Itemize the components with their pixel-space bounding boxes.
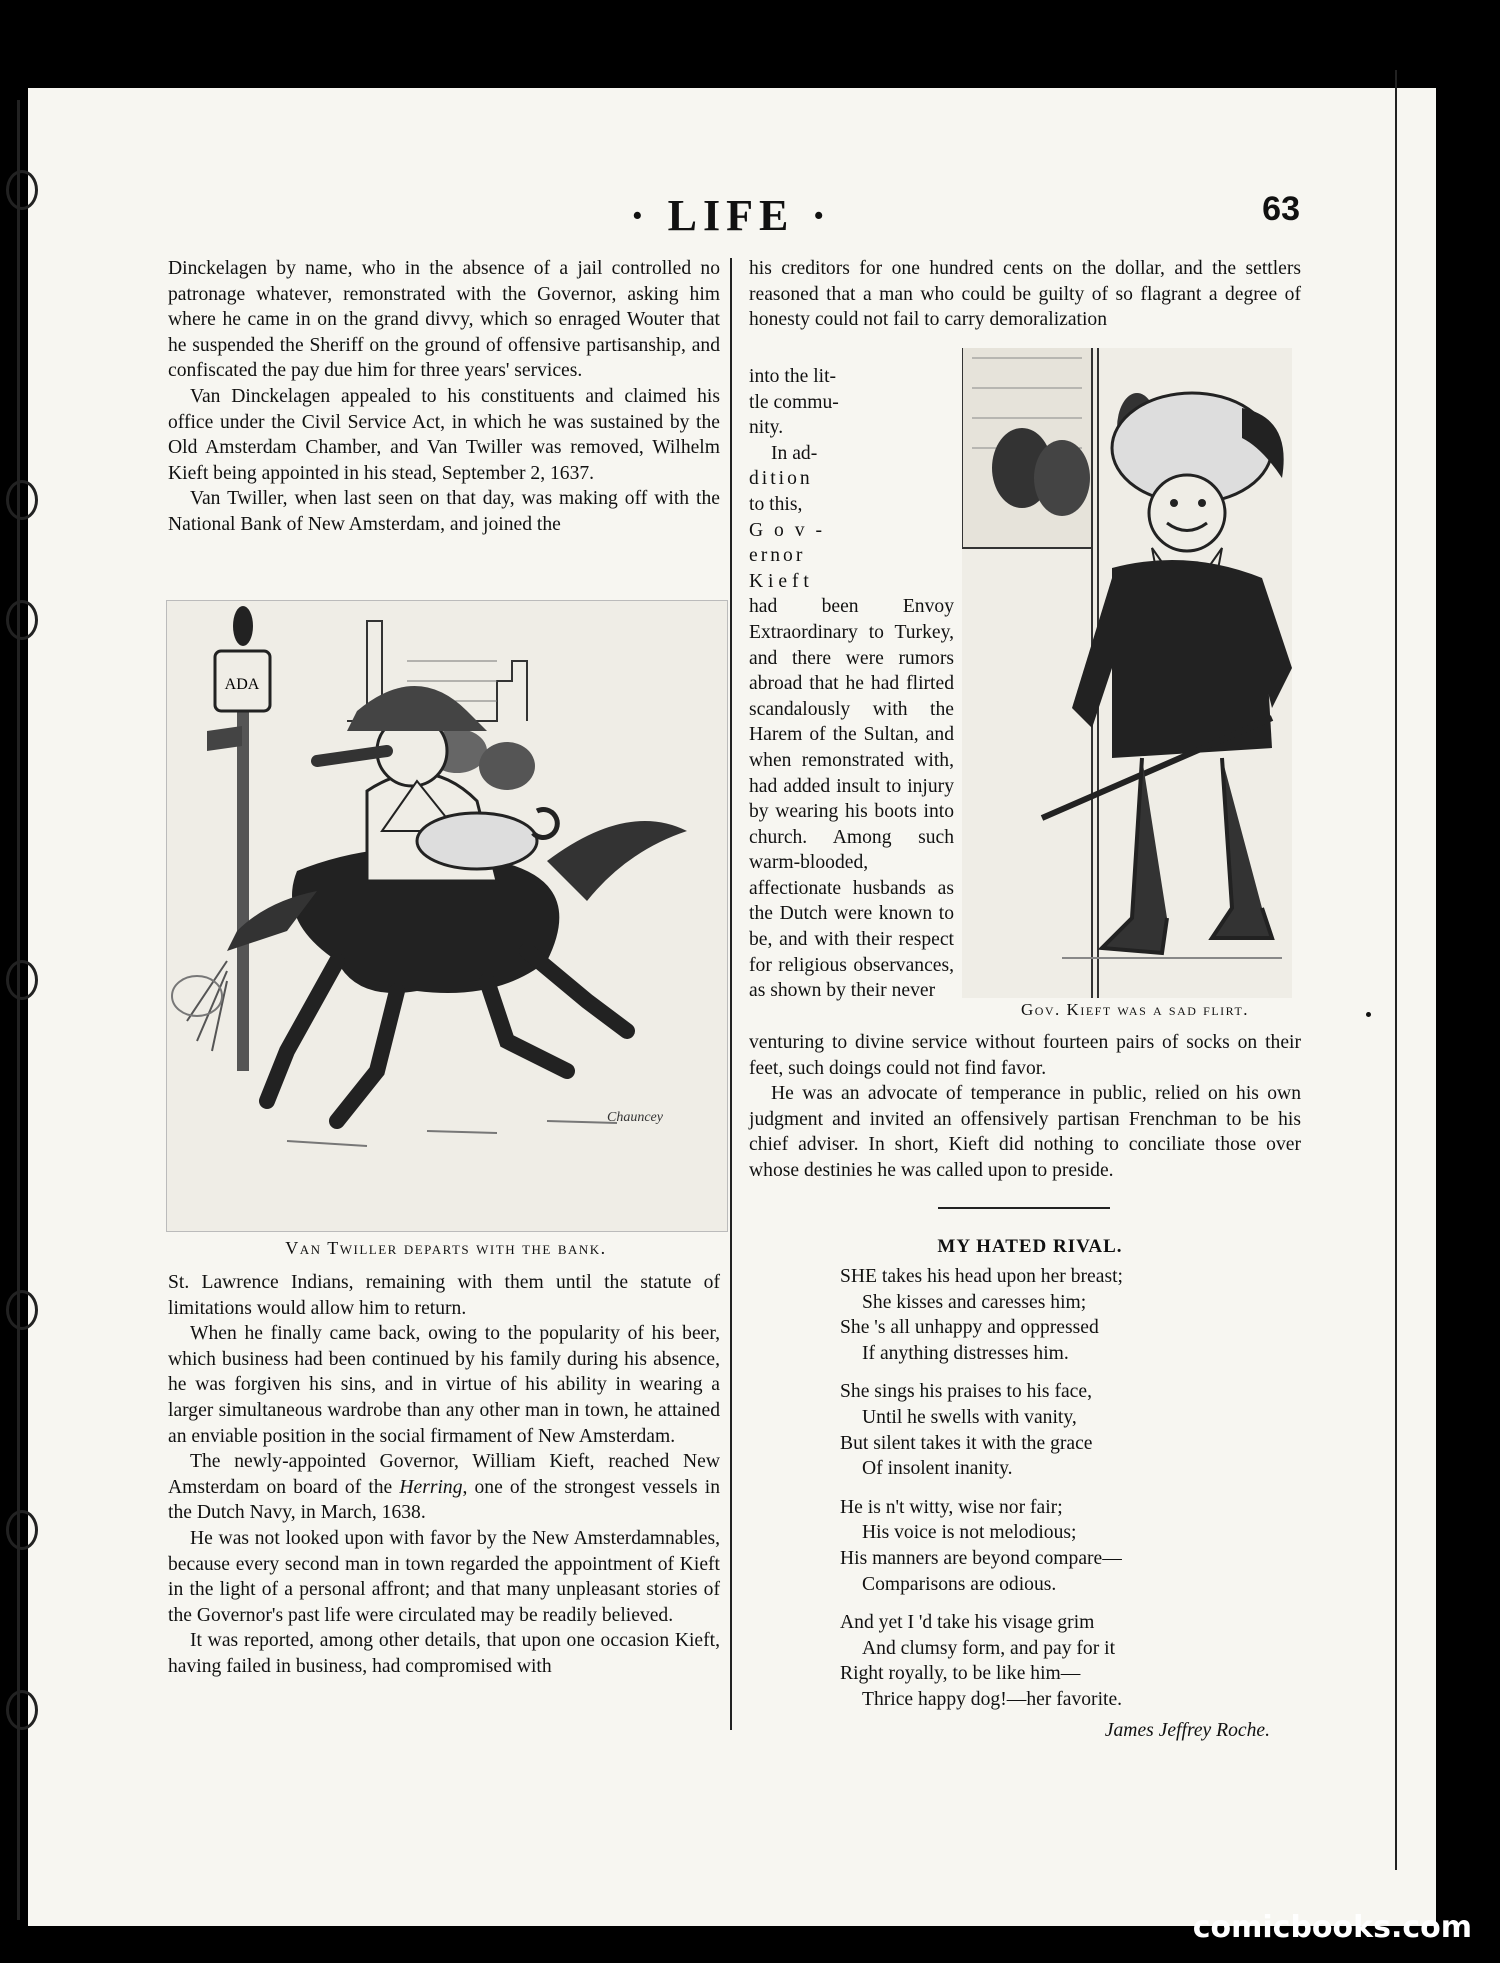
stitch-mark: [6, 1510, 38, 1550]
binding-thread: [17, 100, 20, 1920]
ship-name: Herring: [399, 1476, 463, 1498]
stitch-mark: [6, 1290, 38, 1330]
column-divider: [730, 258, 732, 1730]
artist-signature: Chauncey: [607, 1110, 663, 1125]
text-line: dition: [749, 468, 813, 490]
poem-line: She 's all unhappy and oppressed: [840, 1317, 1099, 1339]
paragraph: Dinckelagen by name, who in the absence of a jail controlled no patronage whatever, remonstrated with the Governor, asking him where he came in on the grand divvy, which so enraged Wouter that he suspended the Sheriff on the ground of offensive partisanship, and confiscated the pay due him for three years' services.: [168, 258, 720, 382]
poem-line: Comparisons are odious.: [862, 1573, 1057, 1595]
paragraph: He was an advocate of temperance in public, relied on his own judgment and invited an offensively partisan Frenchman to be his chief adviser. In short, Kieft did nothing to conciliate those over whose destinies he was called upon to preside.: [749, 1083, 1301, 1181]
left-illustration-caption: Van Twiller departs with the bank.: [285, 1238, 607, 1258]
poem-stanza: [840, 1610, 1300, 1712]
poem-line: If anything distresses him.: [862, 1342, 1069, 1364]
paragraph: had been Envoy Extraordinary to Turkey, and there were rumors abroad that he had flirted scandalously with the Harem of the Sultan, and when remonstrated with, had added insult to injury by wearing his boots into church. Among such warm-blooded, affectionate husbands as the Dutch were known to be, and with their respect for religious observances, as shown by their never: [749, 596, 954, 1002]
poem-line: And yet I 'd take his visage grim: [840, 1612, 1095, 1634]
stitch-mark: [6, 480, 38, 520]
paragraph-text: , one of the strongest vessels in the Dutch Navy, in March, 1638.: [168, 1476, 721, 1524]
page-number: 63: [1262, 190, 1300, 228]
paragraph: Van Twiller, when last seen on that day, was making off with the National Bank of New Amsterdam, and joined the: [168, 488, 720, 535]
poem-title: MY HATED RIVAL.: [937, 1236, 1123, 1257]
text-line: ernor: [749, 545, 806, 567]
poem-line: Of insolent inanity.: [862, 1458, 1013, 1480]
stitch-mark: [6, 170, 38, 210]
paragraph: When he finally came back, owing to the popularity of his beer, which business had been continued by his family during his absence, he was forgiven his sins, and in virtue of his ability in wearing a larger simultaneous wardrobe than any other man in town, he attained an enviable position in the social firmament of New Amsterdam.: [168, 1323, 720, 1447]
text-line: K i e f t: [749, 570, 809, 592]
poem-line: She sings his praises to his face,: [840, 1381, 1092, 1403]
sign-text: ADA: [224, 676, 260, 693]
text-line: In ad-: [771, 442, 818, 464]
left-column-bottom: [168, 1270, 720, 1680]
paragraph: his creditors for one hundred cents on the dollar, and the settlers reasoned that a man who could be guilty of so flagrant a degree of honesty could not fail to carry demoralization: [749, 258, 1301, 331]
right-column-top: [749, 256, 1301, 333]
magazine-title: · LIFE ·: [630, 191, 833, 240]
text-line: tle commu-: [749, 391, 839, 413]
poem-line: Right royally, to be like him—: [840, 1663, 1081, 1685]
gov-kieft-illustration: [962, 348, 1292, 998]
text-line: nity.: [749, 417, 784, 439]
right-column-bottom: [749, 1030, 1301, 1184]
paragraph-text: The newly-appointed Governor, William Kieft, reached New Amsterdam on board of the: [168, 1451, 720, 1498]
van-twiller-illustration: [166, 600, 728, 1232]
poem-stanza: [840, 1264, 1300, 1366]
text-line: G o v -: [749, 519, 825, 541]
left-column-top: [168, 256, 720, 538]
stitch-mark: [6, 600, 38, 640]
right-column-narrow: [749, 364, 954, 1004]
page-header: [560, 190, 1330, 250]
text-line: to this,: [749, 493, 803, 515]
paragraph: venturing to divine service without fourteen pairs of socks on their feet, such doings could not find favor.: [749, 1032, 1301, 1079]
stitch-mark: [6, 960, 38, 1000]
rider-horse-drawing: [167, 601, 727, 1231]
poem-line: But silent takes it with the grace: [840, 1432, 1093, 1454]
poem-stanza: [840, 1495, 1300, 1597]
poem-line: She kisses and caresses him;: [862, 1291, 1087, 1313]
poem-line: SHE takes his head upon her breast;: [840, 1266, 1123, 1287]
paragraph: [168, 1449, 720, 1526]
poem: [840, 1264, 1300, 1743]
paragraph: St. Lawrence Indians, remaining with them until the statute of limitations would allow him to return.: [168, 1272, 720, 1319]
poem-line: He is n't witty, wise nor fair;: [840, 1496, 1063, 1518]
page-edge-line: [1395, 70, 1397, 1870]
poem-stanza: [840, 1379, 1300, 1481]
paragraph: He was not looked upon with favor by the New Amsterdamnables, because every second man in town regarded the appointment of Kieft in the light of a personal affront; and that many unpleasant stories of the Governor's past life were circulated may be readily believed.: [168, 1527, 720, 1626]
poem-author: James Jeffrey Roche.: [1104, 1719, 1270, 1741]
site-watermark: comicbooks.com: [1192, 1910, 1472, 1945]
text-line: into the lit-: [749, 366, 837, 387]
kieft-figure-drawing: [962, 348, 1292, 998]
paragraph: It was reported, among other details, that upon one occasion Kieft, having failed in business, had compromised with: [168, 1630, 720, 1677]
right-illustration-caption: Gov. Kieft was a sad flirt.: [1020, 1000, 1250, 1019]
stray-mark: [1366, 1012, 1371, 1017]
poem-line: Thrice happy dog!—her favorite.: [862, 1688, 1123, 1710]
poem-line: Until he swells with vanity,: [862, 1406, 1077, 1428]
poem-line: His manners are beyond compare—: [840, 1547, 1122, 1569]
stitch-mark: [6, 1690, 38, 1730]
paragraph: Van Dinckelagen appealed to his constituents and claimed his office under the Civil Service Act, in which he was sustained by the Old Amsterdam Chamber, and Van Twiller was removed, Wilhelm Kieft being appointed in his stead, September 2, 1637.: [168, 385, 720, 484]
binding-stitches: [0, 100, 40, 1920]
poem-line: And clumsy form, and pay for it: [862, 1637, 1116, 1659]
poem-line: His voice is not melodious;: [862, 1522, 1077, 1544]
section-rule: [938, 1207, 1110, 1209]
